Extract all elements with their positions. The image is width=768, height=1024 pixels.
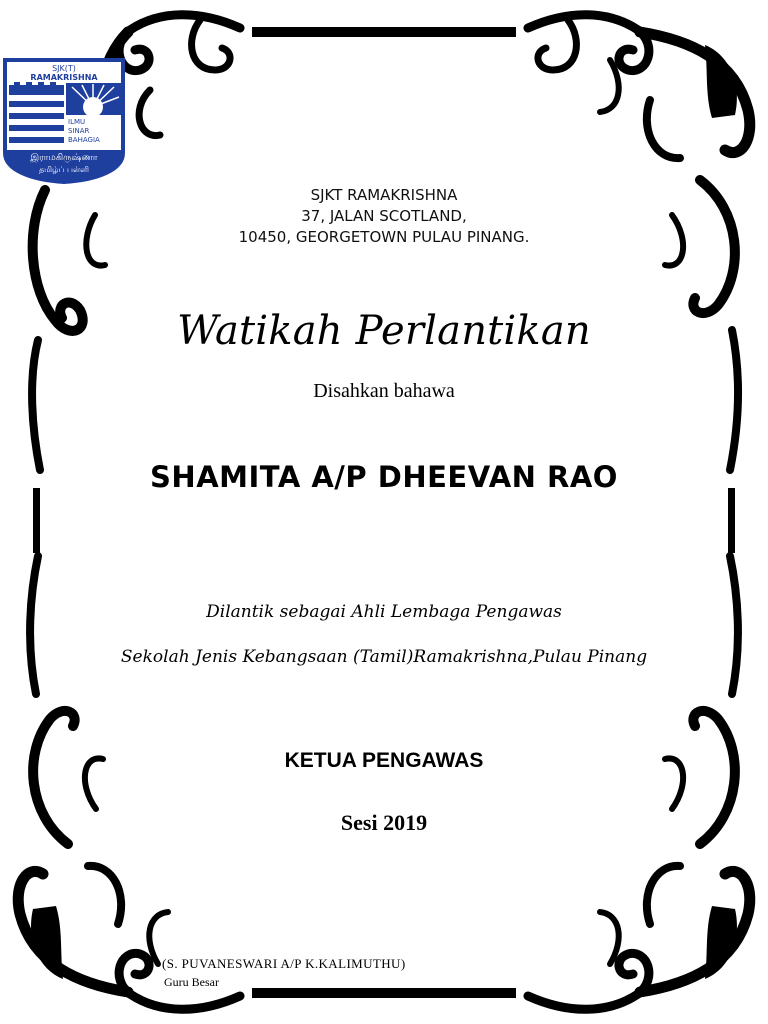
address-line-2: 37, JALAN SCOTLAND,: [301, 207, 467, 225]
corner-ornament-bottom-right: [528, 556, 750, 1009]
certificate-title: Watikah Perlantikan: [177, 308, 591, 354]
address-line-3: 10450, GEORGETOWN PULAU PINANG.: [238, 228, 530, 246]
signatory-title: Guru Besar: [164, 975, 219, 989]
corner-ornament-bottom-left: [18, 556, 240, 1009]
border-top-bar: [252, 27, 516, 37]
logo-tamil-name: இராமகிருஷ்ணா: [30, 153, 98, 163]
border-left-bar: [33, 488, 40, 553]
address-line-1: SJKT RAMAKRISHNA: [310, 186, 458, 204]
logo-tamil-school: தமிழ்ப் பள்ளி: [38, 165, 90, 174]
session-year: Sesi 2019: [340, 810, 428, 835]
appointment-text: Dilantik sebagai Ahli Lembaga Pengawas: [206, 602, 562, 622]
school-logo: [2, 55, 126, 185]
logo-sun-icon: [66, 83, 121, 117]
border-right-bar: [728, 488, 735, 553]
logo-motto-1: ILMU: [68, 118, 86, 126]
border-bottom-bar: [252, 988, 516, 998]
logo-school-name: RAMAKRISHNA: [30, 73, 98, 82]
logo-school-label: SJK(T): [52, 64, 76, 73]
signatory-name: (S. PUVANESWARI A/P K.KALIMUTHU): [162, 956, 406, 971]
position-title: KETUA PENGAWAS: [284, 749, 484, 772]
certify-text: Disahkan bahawa: [313, 380, 455, 402]
recipient-name: SHAMITA A/P DHEEVAN RAO: [150, 460, 618, 494]
logo-motto-3: BAHAGIA: [68, 136, 100, 144]
school-address: [0, 185, 768, 248]
school-full-name: Sekolah Jenis Kebangsaan (Tamil)Ramakrishna,Pulau Pinang: [120, 647, 648, 667]
logo-motto-2: SINAR: [68, 127, 90, 135]
